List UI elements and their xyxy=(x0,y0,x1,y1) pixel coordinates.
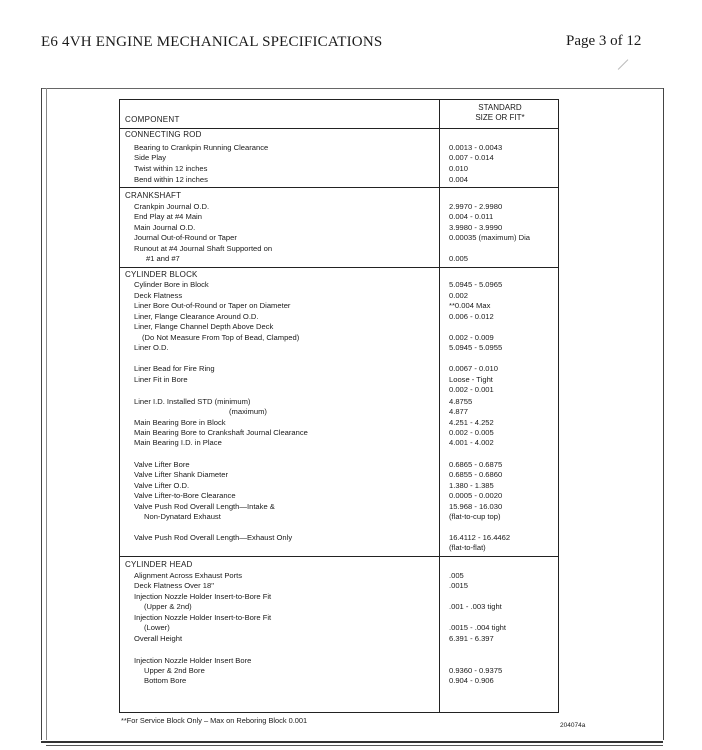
component-name: Main Bearing I.D. in Place xyxy=(134,438,222,447)
component-name: Valve Push Rod Overall Length—Intake & xyxy=(134,502,275,511)
table-row xyxy=(120,312,560,322)
standard-value: 0.002 - 0.001 xyxy=(449,385,494,394)
table-row xyxy=(120,543,560,553)
header-rule xyxy=(120,128,558,129)
component-name: Valve Push Rod Overall Length—Exhaust Only xyxy=(134,533,293,542)
table-row xyxy=(120,164,560,174)
component-name: (Upper & 2nd) xyxy=(144,602,192,611)
table-row xyxy=(120,244,560,254)
standard-value: 4.001 - 4.002 xyxy=(449,438,494,447)
component-name: Alignment Across Exhaust Ports xyxy=(134,571,243,580)
standard-value: 16.4112 - 16.4462 xyxy=(449,533,511,542)
standard-value: 0.004 - 0.011 xyxy=(449,212,494,221)
component-name: Bottom Bore xyxy=(144,676,187,685)
table-row xyxy=(120,533,560,543)
frame-top-border xyxy=(41,88,663,89)
table-row xyxy=(120,581,560,591)
standard-value: 4.8755 xyxy=(449,397,473,406)
standard-value: 15.968 - 16.030 xyxy=(449,502,503,511)
standard-value: 0.002 - 0.005 xyxy=(449,428,494,437)
component-name: Overall Height xyxy=(134,634,183,643)
component-name: Liner Fit in Bore xyxy=(134,375,188,384)
standard-value: 4.877 xyxy=(449,407,469,416)
component-name: Liner O.D. xyxy=(134,343,169,352)
component-name: Valve Lifter O.D. xyxy=(134,481,190,490)
component-name: Main Journal O.D. xyxy=(134,223,196,232)
table-row xyxy=(120,143,560,153)
column-header-standard xyxy=(440,103,560,123)
table-row xyxy=(120,202,560,212)
table-row xyxy=(120,291,560,301)
component-name: Valve Lifter Shank Diameter xyxy=(134,470,228,479)
standard-value: 0.007 - 0.014 xyxy=(449,153,494,162)
standard-value: 3.9980 - 3.9990 xyxy=(449,223,503,232)
standard-value: 2.9970 - 2.9980 xyxy=(449,202,503,211)
standard-value: 0.004 xyxy=(449,175,469,184)
component-name: Bend within 12 inches xyxy=(134,175,208,184)
component-name: Runout at #4 Journal Shaft Supported on xyxy=(134,244,273,253)
table-row xyxy=(120,385,560,395)
standard-value: 4.251 - 4.252 xyxy=(449,418,494,427)
section-title-crankshaft: CRANKSHAFT xyxy=(125,191,182,200)
standard-value: 0.002 xyxy=(449,291,469,300)
page-number: Page 3 of 12 xyxy=(566,33,642,49)
component-name: Valve Lifter-to-Bore Clearance xyxy=(134,491,236,500)
table-row xyxy=(120,491,560,501)
component-name: Deck Flatness Over 18" xyxy=(134,581,214,590)
component-name: Injection Nozzle Holder Insert Bore xyxy=(134,656,252,665)
table-row xyxy=(120,634,560,644)
frame-bottom-border xyxy=(41,741,663,743)
scan-mark xyxy=(618,59,639,80)
standard-value: 0.002 - 0.009 xyxy=(449,333,494,342)
standard-value: 5.0945 - 5.0965 xyxy=(449,280,503,289)
component-name: Twist within 12 inches xyxy=(134,164,208,173)
component-name: Cylinder Bore in Block xyxy=(134,280,209,289)
component-name: Side Play xyxy=(134,153,167,162)
component-name: Valve Lifter Bore xyxy=(134,460,190,469)
component-name: Non-Dynatard Exhaust xyxy=(144,512,221,521)
table-row xyxy=(120,460,560,470)
standard-value: .005 xyxy=(449,571,464,580)
table-row xyxy=(120,301,560,311)
component-name: Injection Nozzle Holder Insert-to-Bore Fit xyxy=(134,613,272,622)
component-name: #1 and #7 xyxy=(146,254,180,263)
component-name: (maximum) xyxy=(229,407,267,416)
table-row xyxy=(120,364,560,374)
table-row xyxy=(120,613,560,623)
component-name: Main Bearing Bore in Block xyxy=(134,418,226,427)
table-row xyxy=(120,407,560,417)
table-row xyxy=(120,153,560,163)
component-name: Crankpin Journal O.D. xyxy=(134,202,210,211)
table-row xyxy=(120,333,560,343)
standard-value: 0.6855 - 0.6860 xyxy=(449,470,503,479)
standard-value: 6.391 - 6.397 xyxy=(449,634,494,643)
standard-value: 0.6865 - 0.6875 xyxy=(449,460,503,469)
component-name: Journal Out-of-Round or Taper xyxy=(134,233,237,242)
standard-value: 0.010 xyxy=(449,164,469,173)
component-name: Main Bearing Bore to Crankshaft Journal Clearance xyxy=(134,428,308,437)
section-title-connecting-rod: CONNECTING ROD xyxy=(125,130,202,139)
table-row xyxy=(120,322,560,332)
table-row xyxy=(120,280,560,290)
component-name: Liner I.D. Installed STD (minimum) xyxy=(134,397,251,406)
standard-value: 5.0945 - 5.0955 xyxy=(449,343,503,352)
table-row xyxy=(120,502,560,512)
frame-left-border xyxy=(41,88,42,740)
standard-value: (flat-to-flat) xyxy=(449,543,486,552)
footnote: **For Service Block Only – Max on Reboring Block 0.001 xyxy=(121,716,308,725)
component-name: Deck Flatness xyxy=(134,291,183,300)
component-name: (Lower) xyxy=(144,623,170,632)
table-row xyxy=(120,418,560,428)
column-header-standard-line2: SIZE OR FIT* xyxy=(475,113,525,122)
table-row xyxy=(120,212,560,222)
table-row xyxy=(120,254,560,264)
column-header-standard-line1: STANDARD xyxy=(478,103,522,112)
section-rule xyxy=(120,187,558,188)
table-row xyxy=(120,602,560,612)
table-row xyxy=(120,592,560,602)
standard-value: 0.0005 - 0.0020 xyxy=(449,491,503,500)
standard-value: .0015 xyxy=(449,581,469,590)
table-row xyxy=(120,623,560,633)
component-name: Bearing to Crankpin Running Clearance xyxy=(134,143,269,152)
table-row xyxy=(120,233,560,243)
table-row xyxy=(120,666,560,676)
component-name: Liner Bead for Fire Ring xyxy=(134,364,215,373)
section-rule xyxy=(120,267,558,268)
component-name: (Do Not Measure From Top of Bead, Clamped) xyxy=(142,333,300,342)
standard-value: 0.0067 - 0.010 xyxy=(449,364,498,373)
document-title: E6 4VH ENGINE MECHANICAL SPECIFICATIONS xyxy=(41,34,383,50)
standard-value: .0015 - .004 tight xyxy=(449,623,506,632)
document-code: 204074a xyxy=(560,722,586,729)
table-row xyxy=(120,343,560,353)
table-row xyxy=(120,571,560,581)
table-row xyxy=(120,428,560,438)
standard-value: 0.00035 (maximum) Dia xyxy=(449,233,531,242)
table-row xyxy=(120,481,560,491)
table-row xyxy=(120,676,560,686)
standard-value: 0.005 xyxy=(449,254,469,263)
standard-value: 0.904 - 0.906 xyxy=(449,676,494,685)
table-row xyxy=(120,375,560,385)
table-row xyxy=(120,470,560,480)
table-row xyxy=(120,397,560,407)
section-rule xyxy=(120,556,558,557)
standard-value: 0.9360 - 0.9375 xyxy=(449,666,503,675)
component-name: Upper & 2nd Bore xyxy=(144,666,205,675)
table-row xyxy=(120,175,560,185)
component-name: Liner Bore Out-of-Round or Taper on Diameter xyxy=(134,301,291,310)
table-row xyxy=(120,512,560,522)
component-name: Liner, Flange Channel Depth Above Deck xyxy=(134,322,274,331)
component-name: End Play at #4 Main xyxy=(134,212,202,221)
table-row xyxy=(120,656,560,666)
table-row xyxy=(120,223,560,233)
section-title-cylinder-block: CYLINDER BLOCK xyxy=(125,270,198,279)
component-name: Injection Nozzle Holder Insert-to-Bore Fit xyxy=(134,592,272,601)
frame-bottom-inner-border xyxy=(46,745,663,746)
standard-value: 0.0013 - 0.0043 xyxy=(449,143,503,152)
spec-table xyxy=(119,99,559,713)
standard-value: **0.004 Max xyxy=(449,301,491,310)
section-title-cylinder-head: CYLINDER HEAD xyxy=(125,560,193,569)
standard-value: (flat-to-cup top) xyxy=(449,512,501,521)
standard-value: .001 - .003 tight xyxy=(449,602,502,611)
standard-value: 1.380 - 1.385 xyxy=(449,481,494,490)
component-name: Liner, Flange Clearance Around O.D. xyxy=(134,312,259,321)
frame-right-border xyxy=(663,88,664,740)
table-row xyxy=(120,438,560,448)
frame-left-inner-border xyxy=(46,88,47,740)
standard-value: 0.006 - 0.012 xyxy=(449,312,494,321)
standard-value: Loose - Tight xyxy=(449,375,493,384)
column-header-component: COMPONENT xyxy=(125,115,180,124)
